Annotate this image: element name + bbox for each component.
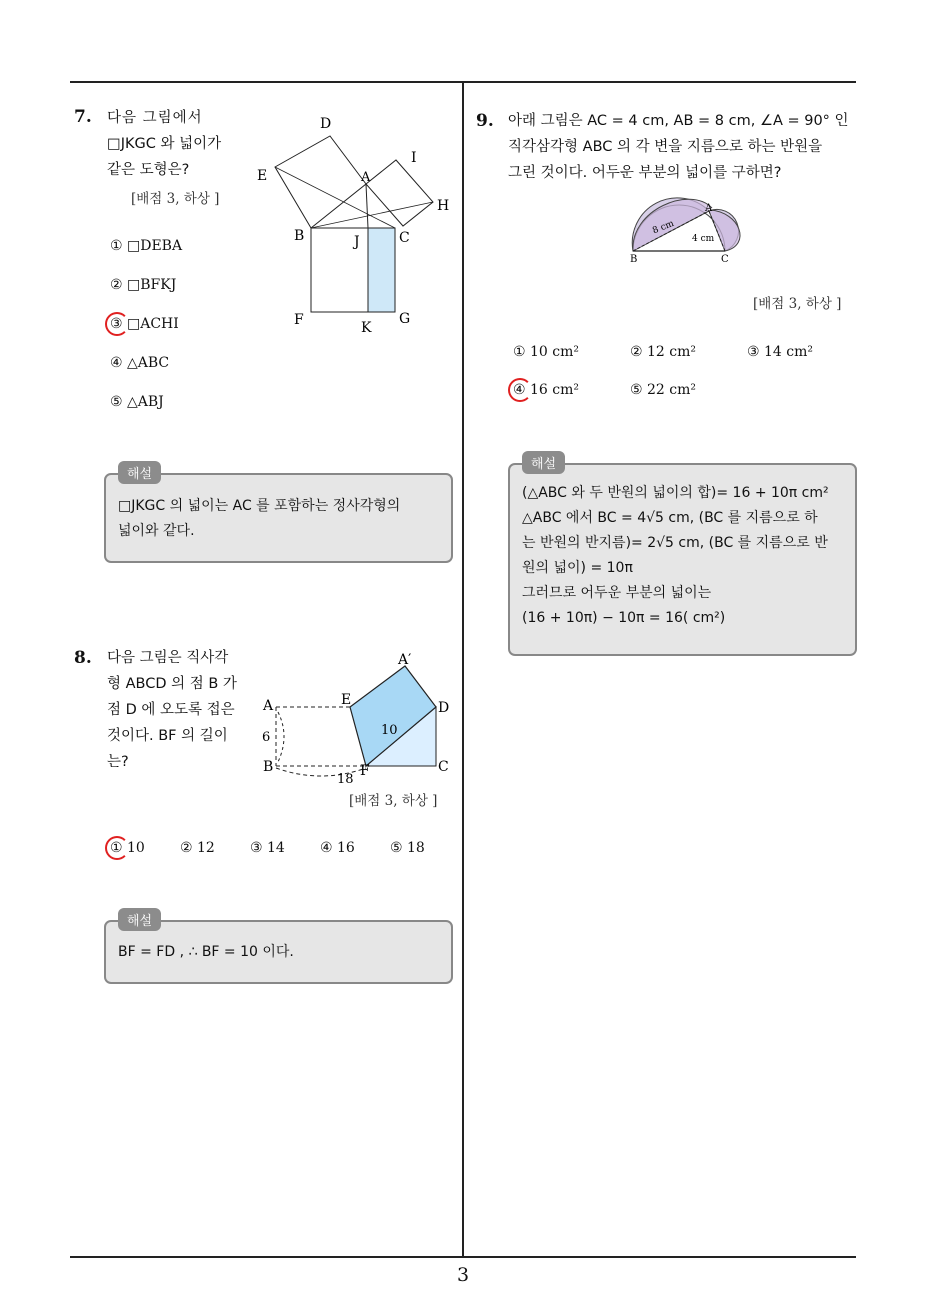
- q7-text-line: 다음 그림에서: [107, 110, 203, 126]
- label-E: E: [257, 168, 268, 184]
- label-F: F: [294, 312, 304, 328]
- outer-arc-AC: [710, 210, 740, 251]
- q8-text-line: 것이다. BF 의 길이: [107, 728, 228, 744]
- q7-explanation-text: [118, 494, 448, 544]
- q8-choice-5[interactable]: ⑤ 18: [390, 840, 425, 856]
- label-C: C: [721, 254, 729, 265]
- q7-text-line: □JKGC 와 넓이가: [107, 136, 222, 152]
- label-6: 6: [262, 730, 271, 745]
- q8-choice-3[interactable]: ③ 14: [250, 840, 285, 856]
- q8-text: [107, 645, 247, 775]
- q7-explanation-tag: 해설: [118, 461, 161, 484]
- label-I: I: [411, 150, 417, 166]
- brace-6: [278, 712, 284, 762]
- q9-text-line: 그린 것이다. 어두운 부분의 넓이를 구하면?: [508, 165, 782, 181]
- q8-number: 8.: [74, 648, 92, 668]
- q9-choice-5[interactable]: ⑤ 22 cm²: [630, 382, 696, 398]
- q9-text-line: 직각삼각형 ABC 의 각 변을 지름으로 하는 반원을: [508, 139, 823, 155]
- q8-choice-2[interactable]: ② 12: [180, 840, 215, 856]
- q7-figure: [250, 108, 460, 338]
- q9-explanation-text: [522, 481, 852, 631]
- label-H: H: [437, 198, 450, 214]
- q9-text-line: 아래 그림은 AC = 4 cm, AB = 8 cm, ∠A = 90° 인: [508, 113, 849, 129]
- label-J: J: [354, 234, 360, 250]
- q8-text-line: 점 D 에 오도록 접은: [107, 702, 235, 718]
- q7-choice-3[interactable]: ③ □ACHI: [110, 316, 179, 332]
- q8-choice-4[interactable]: ④ 16: [320, 840, 355, 856]
- label-D: D: [320, 116, 332, 132]
- label-D: D: [438, 700, 450, 716]
- q7-explanation-line: □JKGC 의 넓이는 AC 를 포함하는 정사각형의: [118, 498, 401, 514]
- q9-choice-4[interactable]: ④ 16 cm²: [513, 382, 579, 398]
- label-C: C: [438, 759, 449, 775]
- label-A: A: [361, 170, 371, 185]
- q9-explanation-line: 는 반원의 반지름)= 2√5 cm, (BC 를 지름으로 반: [522, 535, 828, 551]
- q9-number: 9.: [476, 111, 494, 131]
- q9-text: [508, 108, 860, 186]
- bottom-rule: [70, 1256, 856, 1258]
- square-DEBA: [275, 136, 366, 228]
- square-ACHI: [366, 160, 433, 226]
- q9-answer-mark: [508, 378, 532, 402]
- label-K: K: [361, 320, 372, 336]
- label-18: 18: [337, 772, 354, 787]
- column-divider: [462, 82, 464, 1258]
- q9-explanation-line: 원의 넓이) = 10π: [522, 560, 633, 576]
- q8-explanation-line: BF = FD , ∴ BF = 10 이다.: [118, 944, 294, 960]
- label-10: 10: [381, 723, 398, 738]
- label-8cm: 8 cm: [651, 218, 676, 237]
- label-F: F: [360, 763, 370, 779]
- label-A-prime: A′: [398, 652, 412, 668]
- q8-explanation-tag: 해설: [118, 908, 161, 931]
- q8-text-line: 다음 그림은 직사각: [107, 650, 229, 666]
- label-A: A: [263, 698, 274, 714]
- q9-explanation-line: 그러므로 어두운 부분의 넓이는: [522, 585, 712, 601]
- q8-choice-1[interactable]: ① 10: [110, 840, 145, 856]
- q7-answer-mark: [105, 312, 129, 336]
- q9-score: [배점 3, 하상 ]: [753, 296, 842, 312]
- rect-JKGC-shaded: [368, 228, 395, 312]
- q7-text-line: 같은 도형은?: [107, 162, 190, 178]
- q7-explanation-line: 넓이와 같다.: [118, 523, 195, 539]
- q9-figure: [625, 190, 755, 265]
- q7-text: [107, 105, 247, 183]
- q9-choice-2[interactable]: ② 12 cm²: [630, 344, 696, 360]
- label-B: B: [630, 254, 638, 265]
- q7-number: 7.: [74, 107, 92, 127]
- q7-choice-5[interactable]: ⑤ △ABJ: [110, 394, 164, 410]
- q8-explanation-text: [118, 940, 448, 965]
- label-C: C: [399, 230, 410, 246]
- q8-answer-mark: [105, 836, 129, 860]
- label-B: B: [263, 759, 274, 775]
- q8-text-line: 는?: [107, 754, 129, 770]
- label-B: B: [294, 228, 305, 244]
- q9-explanation-line: (△ABC 와 두 반원의 넓이의 합)= 16 + 10π cm²: [522, 485, 829, 501]
- page-number: 3: [456, 1264, 470, 1286]
- label-4cm: 4 cm: [692, 234, 715, 244]
- q8-score: [배점 3, 하상 ]: [349, 793, 438, 809]
- q8-figure: [258, 648, 458, 788]
- q9-explanation-tag: 해설: [522, 451, 565, 474]
- q7-choice-4[interactable]: ④ △ABC: [110, 355, 170, 371]
- segment-AJ: [366, 184, 368, 228]
- q9-explanation-line: △ABC 에서 BC = 4√5 cm, (BC 를 지름으로 하: [522, 510, 818, 526]
- q7-choice-1[interactable]: ① □DEBA: [110, 238, 183, 254]
- q9-choice-1[interactable]: ① 10 cm²: [513, 344, 579, 360]
- q8-text-line: 형 ABCD 의 점 B 가: [107, 676, 237, 692]
- q9-choice-3[interactable]: ③ 14 cm²: [747, 344, 813, 360]
- label-A: A: [705, 203, 713, 214]
- q9-explanation-line: (16 + 10π) − 10π = 16( cm²): [522, 610, 726, 626]
- q7-choice-2[interactable]: ② □BFKJ: [110, 277, 177, 293]
- label-E: E: [341, 692, 352, 708]
- label-G: G: [399, 311, 411, 327]
- q7-score: [배점 3, 하상 ]: [131, 191, 220, 207]
